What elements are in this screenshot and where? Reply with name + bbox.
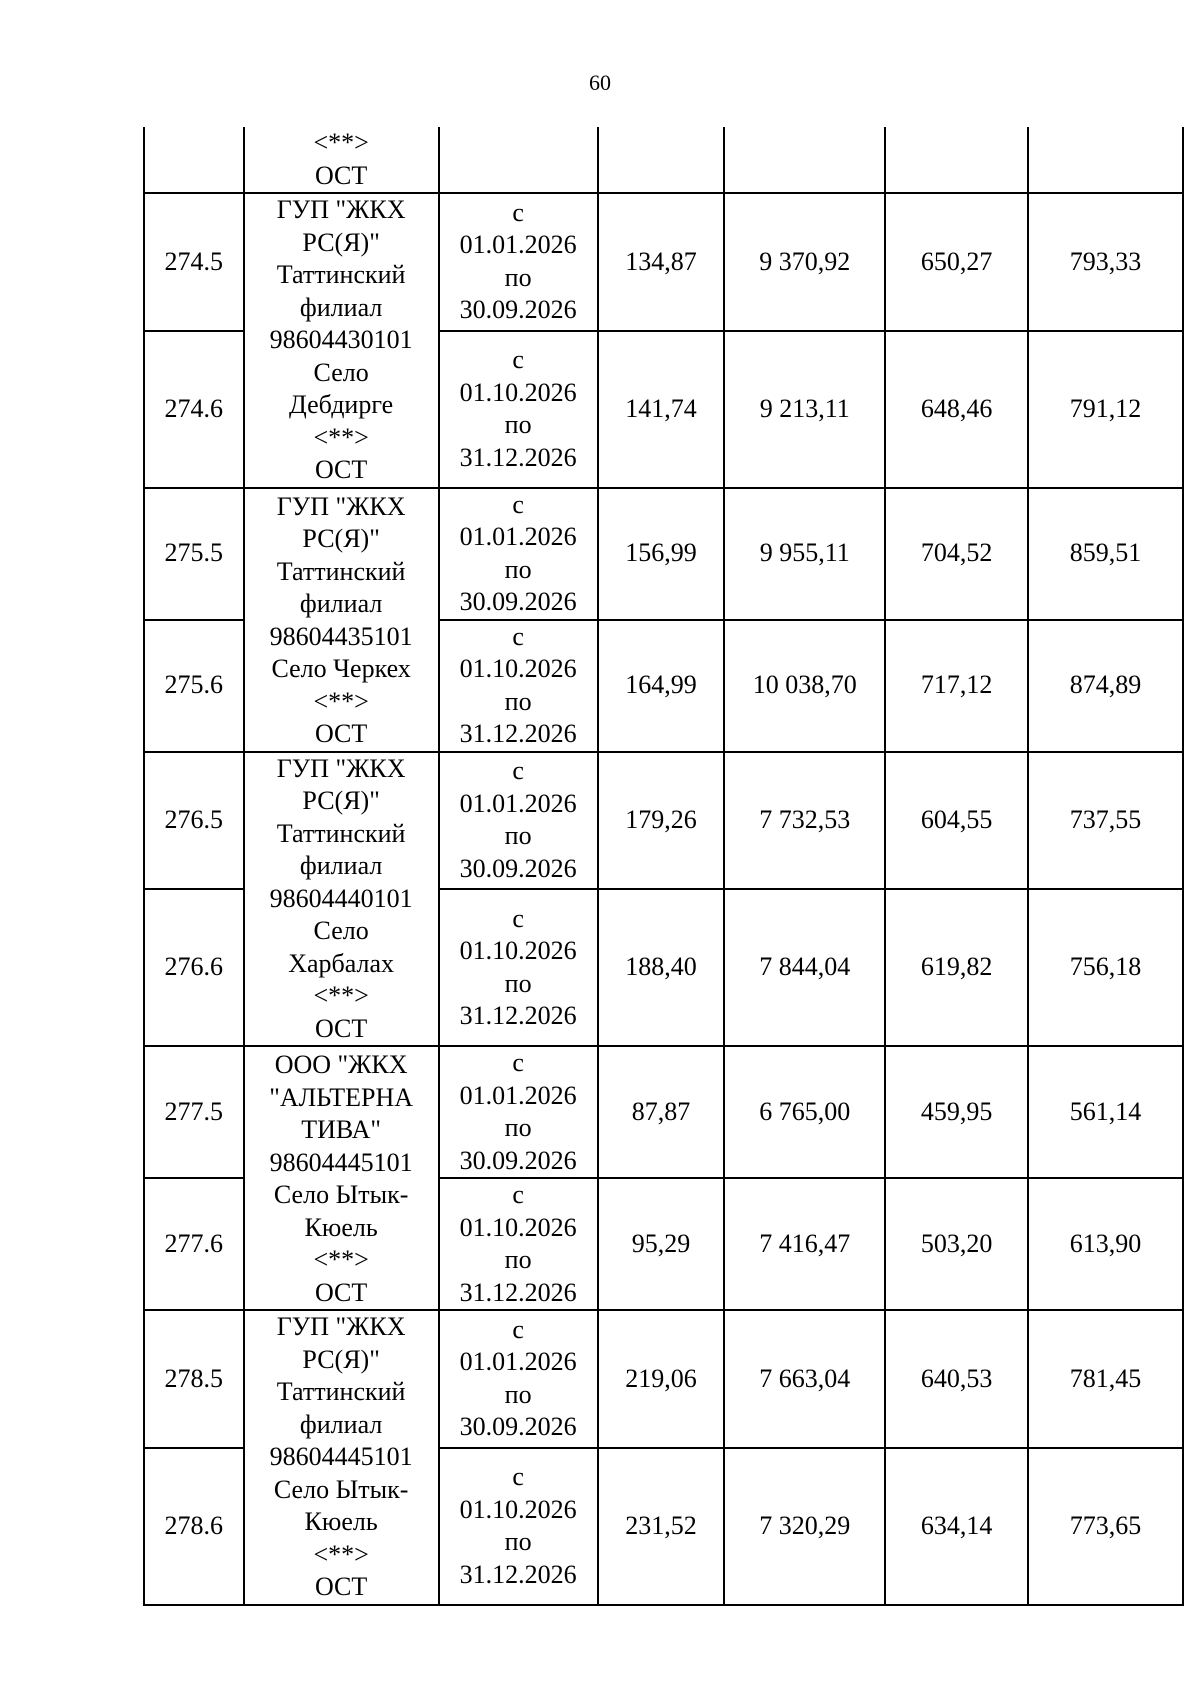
cell-text-line: <**> (313, 422, 369, 452)
cell-text-line: по (504, 968, 532, 998)
cell-text-line: филиал (299, 851, 383, 880)
cell-text-line: Село (313, 916, 369, 945)
cell-text-line: 30.09.2026 (459, 1145, 577, 1175)
table-row (144, 1046, 1183, 1178)
value-cell-v1: 141,74 (598, 331, 725, 488)
cell-text-line: 01.01.2026 (459, 230, 577, 260)
value-cell-v3: 604,55 (885, 752, 1028, 890)
cell-text-line: 01.01.2026 (459, 788, 577, 818)
cell-text-line: по (504, 1245, 532, 1274)
org-cell (244, 1046, 439, 1310)
row-number-cell: 278.6 (144, 1448, 244, 1605)
cell-text-line: "АЛЬТЕРНА (269, 1082, 414, 1112)
cell-text-line: Таттинский (276, 260, 406, 289)
period-cell (439, 193, 598, 331)
cell-text-line: Село (313, 357, 369, 387)
cell-text-line: ОСТ (314, 1013, 368, 1043)
cell-text-line: 31.12.2026 (459, 1277, 577, 1307)
org-cell (244, 1310, 439, 1605)
empty-cell (439, 127, 598, 193)
cell-text-line: Кюель (304, 1507, 378, 1536)
tariff-table (143, 127, 1184, 1606)
cell-text-line: Таттинский (276, 1377, 406, 1406)
value-cell-v3: 717,12 (885, 620, 1028, 752)
cell-text-line: 01.10.2026 (459, 654, 577, 683)
cell-text-line: Таттинский (276, 556, 406, 586)
cell-text-line: Село Ытык- (273, 1180, 409, 1209)
cell-text-line: <**> (313, 686, 369, 716)
cell-text-line: филиал (299, 589, 383, 618)
cell-text-line: 31.12.2026 (459, 1559, 577, 1589)
value-cell-v4: 773,65 (1028, 1448, 1183, 1605)
value-cell-v4: 561,14 (1028, 1046, 1183, 1178)
value-cell-v2: 7 663,04 (724, 1310, 885, 1448)
cell-text-line: с (512, 1314, 524, 1344)
cell-text-line: с (512, 903, 524, 933)
value-cell-v4: 859,51 (1028, 488, 1183, 620)
cell-text-line: Село Ытык- (273, 1474, 409, 1504)
table-row (144, 488, 1183, 620)
value-cell-v4: 793,33 (1028, 193, 1183, 331)
row-number-cell: 276.5 (144, 752, 244, 890)
cell-text-line: с (512, 1048, 524, 1077)
row-number-cell: 274.6 (144, 331, 244, 488)
cell-text-line: 98604445101 (269, 1442, 413, 1471)
page-number: 60 (589, 70, 611, 95)
continuation-row (144, 127, 1183, 193)
cell-text-line: ГУП "ЖКХ (276, 753, 406, 783)
cell-text-line: ТИВА" (301, 1115, 381, 1144)
org-cell (244, 193, 439, 488)
cell-text-line: 30.09.2026 (459, 853, 577, 883)
value-cell-v2: 9 955,11 (724, 488, 885, 620)
value-cell-v3: 704,52 (885, 488, 1028, 620)
value-cell-v1: 179,26 (598, 752, 725, 890)
cell-text-line: ГУП "ЖКХ (276, 1312, 406, 1341)
cell-text-line: по (504, 821, 532, 851)
cell-text-line: 31.12.2026 (459, 1001, 577, 1031)
value-cell-v3: 648,46 (885, 331, 1028, 488)
cell-text-line: ОСТ (314, 1572, 368, 1601)
cell-text-line: 01.10.2026 (459, 1212, 577, 1242)
value-cell-v2: 10 038,70 (724, 620, 885, 752)
tariff-table-body (144, 127, 1183, 1605)
row-number-cell: 274.5 (144, 193, 244, 331)
value-cell-v4: 737,55 (1028, 752, 1183, 890)
cell-text-line: 01.01.2026 (459, 1347, 577, 1377)
cell-text-line: по (504, 410, 532, 440)
cell-text-line: с (512, 621, 524, 651)
cell-text-line: с (512, 1180, 524, 1209)
row-number-cell: 277.5 (144, 1046, 244, 1178)
value-cell-v4: 613,90 (1028, 1178, 1183, 1310)
cell-text-line: филиал (299, 1409, 383, 1439)
cell-text-line: <**> (313, 1539, 369, 1569)
empty-cell (724, 127, 885, 193)
value-cell-v3: 640,53 (885, 1310, 1028, 1448)
cell-text-line: с (512, 756, 524, 786)
cell-text-line: 98604445101 (269, 1147, 413, 1177)
empty-cell (598, 127, 725, 193)
value-cell-v4: 874,89 (1028, 620, 1183, 752)
org-cell (244, 127, 439, 193)
value-cell-v2: 7 416,47 (724, 1178, 885, 1310)
value-cell-v2: 6 765,00 (724, 1046, 885, 1178)
value-cell-v3: 634,14 (885, 1448, 1028, 1605)
cell-text-line: ООО "ЖКХ (274, 1050, 408, 1079)
value-cell-v1: 219,06 (598, 1310, 725, 1448)
cell-text-line: РС(Я)" (302, 227, 380, 257)
cell-text-line: 98604440101 (269, 883, 413, 913)
cell-text-line: Харбалах (288, 948, 395, 978)
cell-text-line: <**> (313, 981, 369, 1010)
value-cell-v1: 134,87 (598, 193, 725, 331)
cell-text-line: РС(Я)" (302, 786, 380, 815)
value-cell-v1: 231,52 (598, 1448, 725, 1605)
value-cell-v2: 9 370,92 (724, 193, 885, 331)
value-cell-v3: 459,95 (885, 1046, 1028, 1178)
value-cell-v3: 650,27 (885, 193, 1028, 331)
row-number-cell: 278.5 (144, 1310, 244, 1448)
table-row (144, 752, 1183, 890)
row-number-cell: 276.6 (144, 889, 244, 1046)
cell-text-line: ГУП "ЖКХ (276, 195, 406, 224)
period-cell (439, 620, 598, 752)
empty-cell (144, 127, 244, 193)
cell-text-line: по (504, 262, 532, 292)
cell-text-line: по (504, 1527, 532, 1557)
cell-text-line: 01.10.2026 (459, 936, 577, 966)
cell-text-line: с (512, 197, 524, 227)
cell-text-line: <**> (313, 128, 369, 157)
value-cell-v3: 619,82 (885, 889, 1028, 1046)
cell-text-line: ОСТ (314, 719, 368, 748)
cell-text-line: филиал (299, 292, 383, 322)
cell-text-line: РС(Я)" (302, 1344, 380, 1374)
period-cell (439, 1448, 598, 1605)
period-cell (439, 331, 598, 488)
cell-text-line: с (512, 1462, 524, 1492)
value-cell-v4: 756,18 (1028, 889, 1183, 1046)
cell-text-line: 30.09.2026 (459, 1412, 577, 1442)
value-cell-v1: 188,40 (598, 889, 725, 1046)
cell-text-line: по (504, 554, 532, 584)
cell-text-line: 98604430101 (269, 325, 413, 354)
cell-text-line: РС(Я)" (302, 524, 380, 553)
value-cell-v4: 791,12 (1028, 331, 1183, 488)
cell-text-line: <**> (313, 1245, 369, 1274)
row-number-cell: 277.6 (144, 1178, 244, 1310)
value-cell-v1: 95,29 (598, 1178, 725, 1310)
value-cell-v2: 7 844,04 (724, 889, 885, 1046)
period-cell (439, 889, 598, 1046)
value-cell-v1: 87,87 (598, 1046, 725, 1178)
period-cell (439, 752, 598, 890)
empty-cell (1028, 127, 1183, 193)
cell-text-line: 01.01.2026 (459, 1080, 577, 1110)
period-cell (439, 1046, 598, 1178)
cell-text-line: 98604435101 (269, 621, 413, 651)
cell-text-line: 30.09.2026 (459, 587, 577, 616)
cell-text-line: 01.01.2026 (459, 522, 577, 551)
period-cell (439, 1178, 598, 1310)
value-cell-v3: 503,20 (885, 1178, 1028, 1310)
value-cell-v1: 164,99 (598, 620, 725, 752)
cell-text-line: ГУП "ЖКХ (276, 491, 406, 521)
cell-text-line: 01.10.2026 (459, 377, 577, 407)
table-row (144, 193, 1183, 331)
cell-text-line: 31.12.2026 (459, 442, 577, 472)
cell-text-line: Таттинский (276, 818, 406, 848)
value-cell-v2: 9 213,11 (724, 331, 885, 488)
cell-text-line: с (512, 345, 524, 375)
period-cell (439, 488, 598, 620)
cell-text-line: 30.09.2026 (459, 295, 577, 325)
cell-text-line: по (504, 686, 532, 716)
period-cell (439, 1310, 598, 1448)
cell-text-line: по (504, 1113, 532, 1142)
cell-text-line: с (512, 489, 524, 519)
cell-text-line: 31.12.2026 (459, 719, 577, 748)
cell-text-line: Кюель (304, 1212, 378, 1242)
org-cell (244, 752, 439, 1047)
cell-text-line: 01.10.2026 (459, 1494, 577, 1524)
cell-text-line: Дебдирге (289, 390, 394, 419)
row-number-cell: 275.5 (144, 488, 244, 620)
row-number-cell: 275.6 (144, 620, 244, 752)
org-cell (244, 488, 439, 752)
cell-text-line: ОСТ (314, 1277, 368, 1307)
empty-cell (885, 127, 1028, 193)
cell-text-line: Село Черкех (271, 654, 411, 683)
cell-text-line: ОСТ (314, 160, 368, 190)
value-cell-v2: 7 320,29 (724, 1448, 885, 1605)
cell-text-line: ОСТ (314, 455, 368, 484)
table-row (144, 1310, 1183, 1448)
value-cell-v1: 156,99 (598, 488, 725, 620)
value-cell-v2: 7 732,53 (724, 752, 885, 890)
cell-text-line: по (504, 1379, 532, 1409)
value-cell-v4: 781,45 (1028, 1310, 1183, 1448)
